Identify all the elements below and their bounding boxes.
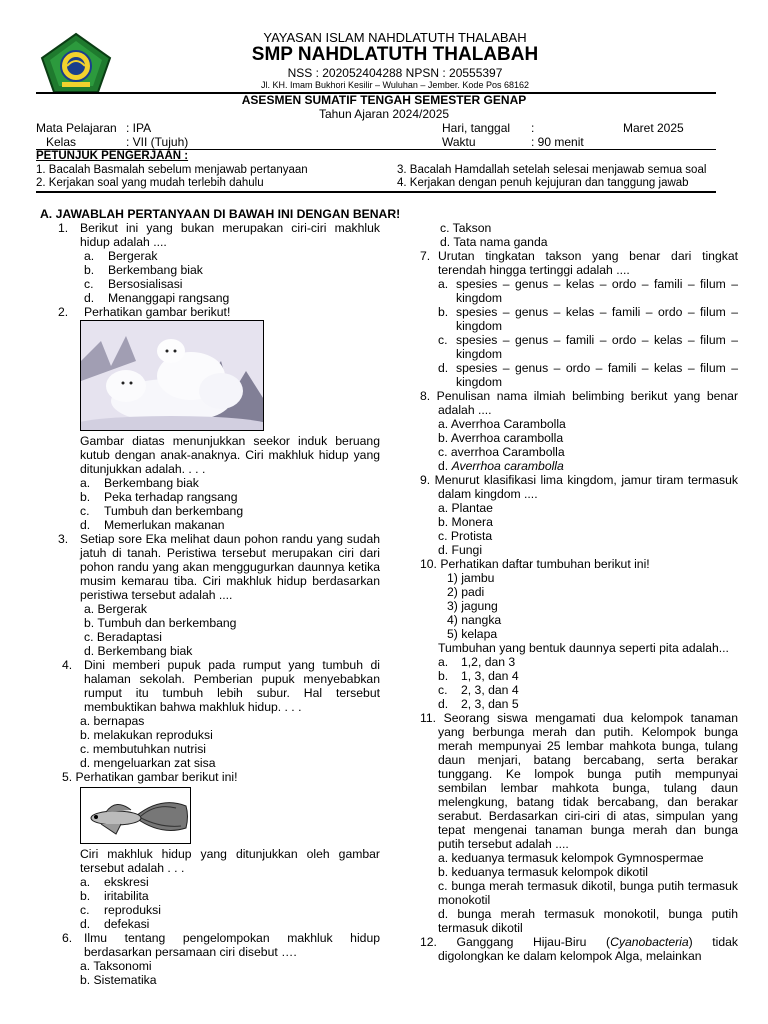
option[interactable]: d. Averrhoa carambolla	[438, 459, 564, 473]
question-12: 12. Ganggang Hijau-Biru (Cyanobacteria) tidak digolongkan ke dalam kelompok Alga, melainkan	[420, 935, 738, 963]
option[interactable]: d. Berkembang biak	[84, 644, 193, 658]
option[interactable]: 2, 3, dan 5	[461, 697, 519, 711]
date-value: Maret 2025	[623, 121, 684, 135]
address: Jl. KH. Imam Bukhori Kesilir – Wuluhan – Jember. Kode Pos 68162	[261, 80, 529, 90]
instruction-item: 3. Bacalah Hamdallah setelah selesai menjawab semua soal	[397, 164, 707, 176]
right-column	[420, 221, 738, 963]
option[interactable]: Bersosialisasi	[108, 277, 183, 291]
q10-plant-list	[420, 571, 738, 641]
q9-options	[420, 501, 738, 557]
option[interactable]: spesies – genus – kelas – ordo – famili – filum – kingdom	[456, 277, 738, 305]
instruction-item: 2. Kerjakan soal yang mudah terlebih dahulu	[36, 177, 264, 189]
option[interactable]: a. bernapas	[80, 714, 145, 728]
option[interactable]: c. Takson	[440, 221, 492, 235]
option[interactable]: 2, 3, dan 4	[461, 683, 519, 697]
q4-options	[58, 714, 380, 770]
option[interactable]: Berkembang biak	[108, 263, 203, 277]
list-item: 4) nangka	[447, 613, 502, 627]
time-value: : 90 menit	[531, 135, 584, 149]
time-label: Waktu	[442, 135, 476, 149]
class-value: : VII (Tujuh)	[126, 135, 189, 149]
list-item: 5) kelapa	[447, 627, 498, 641]
subject-value: : IPA	[126, 121, 152, 135]
question-4: 4. Dini memberi pupuk pada rumput yang tumbuh di halaman sekolah. Pemberian pupuk menyebabkan rumput itu tumbuh lebih subur. Hal tersebut membuktikan bahwa makhluk hidup. . . .	[62, 658, 380, 714]
class-label: Kelas	[46, 135, 77, 149]
option[interactable]: d. mengeluarkan zat sisa	[80, 756, 216, 770]
option[interactable]: Berkembang biak	[104, 476, 199, 490]
school-name: SMP NAHDLATUTH THALABAH	[251, 44, 539, 65]
q10-description: Tumbuhan yang bentuk daunnya seperti pita adalah...	[438, 641, 729, 655]
question-1: 1. Berikut ini yang bukan merupakan ciri-ciri makhluk hidup adalah ....	[58, 221, 380, 249]
subject-label: Mata Pelajaran	[36, 121, 117, 135]
option[interactable]: spesies – genus – ordo – famili – kelas – filum – kingdom	[456, 361, 738, 389]
q10-options: a. 1,2, dan 3 b. 1, 3, dan 4 c. 2, 3, dan 4 d. 2, 3, dan 5	[438, 655, 519, 711]
question-8: 8. Penulisan nama ilmiah belimbing berikut yang benar adalah ....	[420, 389, 738, 417]
option[interactable]: b. Averrhoa carambolla	[438, 431, 564, 445]
q1-options: a. Bergerak b. Berkembang biak c. Bersosialisasi d. Menanggapi rangsang	[84, 249, 230, 305]
q7-options: a. spesies – genus – kelas – ordo – famili – filum – kingdom b. spesies – genus – kelas – famili – ordo – filum – kingdom c. spesies – genus – famili – ordo – kelas – filum – kingdom d. spesies – genus – ordo – famili – kelas – filum – kingdom	[438, 277, 738, 389]
option[interactable]: Memerlukan makanan	[104, 518, 225, 532]
q2-description: Gambar diatas menunjukkan seekor induk beruang kutub dengan anak-anaknya. Ciri makhluk hidup yang ditunjukkan adalah. . . .	[80, 434, 380, 476]
instruction-item: 1. Bacalah Basmalah sebelum menjawab pertanyaan	[36, 164, 308, 176]
option[interactable]: iritabilita	[104, 889, 149, 903]
option[interactable]: Tumbuh dan berkembang	[104, 504, 244, 518]
q5-description: Ciri makhluk hidup yang ditunjukkan oleh gambar tersebut adalah . . .	[80, 847, 380, 875]
question-6: 6. Ilmu tentang pengelompokan makhluk hidup berdasarkan persamaan ciri disebut ….	[62, 931, 380, 959]
option[interactable]: a. Taksonomi	[80, 959, 152, 973]
left-column	[58, 221, 380, 987]
option[interactable]: b. keduanya termasuk kelompok dikotil	[438, 865, 649, 879]
option[interactable]: c. Beradaptasi	[84, 630, 162, 644]
option[interactable]: a. Bergerak	[84, 602, 148, 616]
q6-options	[58, 959, 380, 987]
option[interactable]: spesies – genus – kelas – famili – ordo – filum – kingdom	[456, 305, 738, 333]
option[interactable]: ekskresi	[104, 875, 149, 889]
question-3: 3. Setiap sore Eka melihat daun pohon randu yang sudah jatuh di tanah. Peristiwa tersebut merupakan ciri dari pohon randu yang akan menggugurkan daunnya ketika musim kemarau tiba. Ciri makhluk hidup berdasarkan peristiwa tersebut adalah ....	[58, 532, 380, 602]
option[interactable]: c. membutuhkan nutrisi	[80, 742, 206, 756]
option[interactable]: 1,2, dan 3	[461, 655, 516, 669]
list-item: 2) padi	[447, 585, 485, 599]
option[interactable]: Menanggapi rangsang	[108, 291, 230, 305]
option[interactable]: d. Tata nama ganda	[440, 235, 548, 249]
question-7: 7. Urutan tingkatan takson yang benar dari tingkat terendah hingga tertinggi adalah ....	[420, 249, 738, 277]
q3-options	[58, 602, 380, 658]
option[interactable]: d. bunga merah termasuk monokotil, bunga putih termasuk dikotil	[438, 907, 738, 935]
list-item: 3) jagung	[447, 599, 498, 613]
q5-options: a. ekskresi b. iritabilita c. reproduksi d. defekasi	[80, 875, 161, 931]
q2-options: a. Berkembang biak b. Peka terhadap rangsang c. Tumbuh dan berkembang d. Memerlukan makanan	[80, 476, 244, 532]
question-10: 10. Perhatikan daftar tumbuhan berikut ini!	[420, 557, 650, 571]
instruction-item: 4. Kerjakan dengan penuh kejujuran dan tanggung jawab	[397, 177, 689, 189]
instructions-divider	[36, 191, 716, 193]
polar-bear-image	[80, 320, 264, 431]
q6-options-continued	[420, 221, 738, 249]
option[interactable]: Peka terhadap rangsang	[104, 490, 238, 504]
question-5: 5. Perhatikan gambar berikut ini!	[62, 770, 238, 784]
option[interactable]: a. keduanya termasuk kelompok Gymnospermae	[438, 851, 704, 865]
option[interactable]: defekasi	[104, 917, 150, 931]
option[interactable]: 1, 3, dan 4	[461, 669, 519, 683]
option[interactable]: b. Monera	[438, 515, 493, 529]
option[interactable]: b. melakukan reproduksi	[80, 728, 213, 742]
option[interactable]: Bergerak	[108, 249, 158, 263]
option[interactable]: b. Sistematika	[80, 973, 157, 987]
instructions-title: PETUNJUK PENGERJAAN :	[36, 150, 189, 162]
exam-title: ASESMEN SUMATIF TENGAH SEMESTER GENAP	[241, 93, 527, 107]
foundation-name: YAYASAN ISLAM NAHDLATUTH THALABAH	[263, 30, 527, 45]
question-2: 2. Perhatikan gambar berikut!	[58, 305, 231, 319]
academic-year: Tahun Ajaran 2024/2025	[318, 107, 450, 121]
question-11: 11. Seorang siswa mengamati dua kelompok tanaman yang berbunga merah dan putih. Kelompok bunga merah mempunyai 25 lembar mahkota bunga, tulang daun menjari, batang bercabang, serta berakar tunggang. Ke lompok bunga putih mempunyai sembilan lembar mahkota bunga, tulang daun melengkung, batang tidak bercabang, dan berakar serabut. Berdasarkan ciri-ciri di atas, simpulan yang tepat mengenai tanaman bunga merah dan bunga putih tersebut adalah ....	[420, 711, 738, 851]
list-item: 1) jambu	[447, 571, 495, 585]
option[interactable]: c. averrhoa Carambolla	[438, 445, 565, 459]
guppy-fish-image	[80, 787, 191, 844]
day-value: :	[531, 121, 535, 135]
option[interactable]: spesies – genus – famili – ordo – kelas – filum – kingdom	[456, 333, 738, 361]
q8-options	[420, 417, 738, 473]
option[interactable]: c. Protista	[438, 529, 493, 543]
day-label: Hari, tanggal	[442, 121, 511, 135]
option[interactable]: a. Plantae	[438, 501, 493, 515]
option[interactable]: reproduksi	[104, 903, 161, 917]
section-title: A. JAWABLAH PERTANYAAN DI BAWAH INI DENGAN BENAR!	[40, 207, 401, 221]
question-9: 9. Menurut klasifikasi lima kingdom, jamur tiram termasuk dalam kingdom ....	[420, 473, 738, 501]
nss-npsn: NSS : 202052404288 NPSN : 20555397	[287, 66, 503, 80]
option[interactable]: d. Fungi	[438, 543, 483, 557]
option[interactable]: a. Averrhoa Carambolla	[438, 417, 566, 431]
option[interactable]: b. Tumbuh dan berkembang	[84, 616, 237, 630]
q11-options	[420, 851, 738, 935]
option[interactable]: c. bunga merah termasuk dikotil, bunga putih termasuk monokotil	[438, 879, 738, 907]
